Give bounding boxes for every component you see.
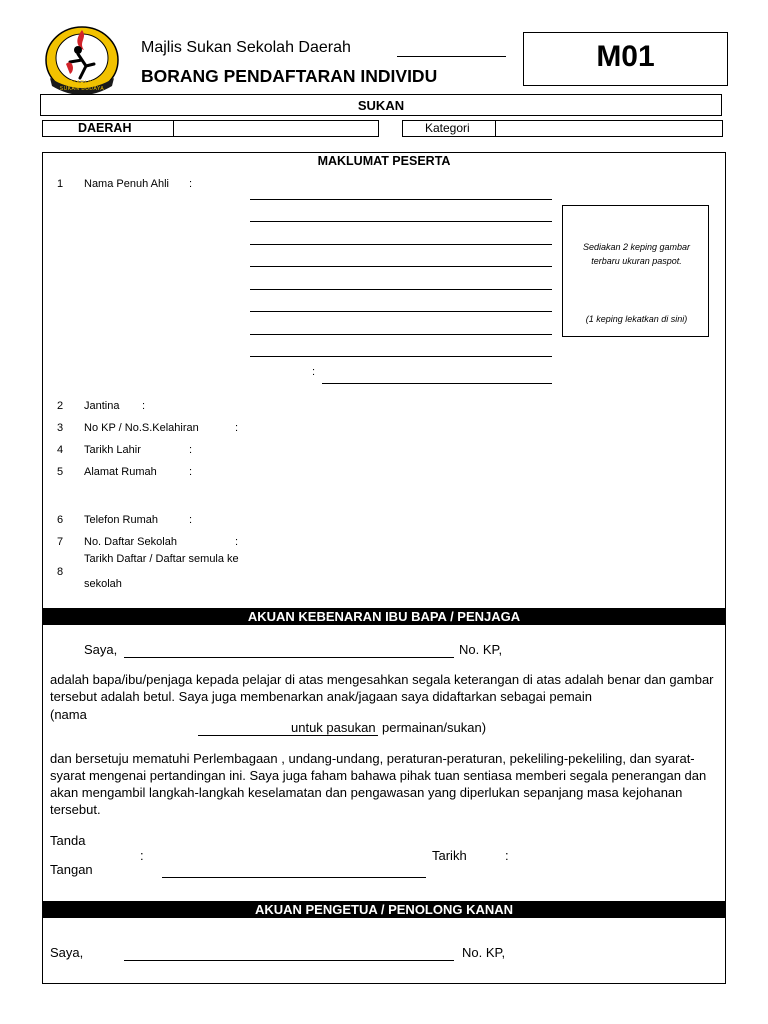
org-title: Majlis Sukan Sekolah Daerah [141,39,351,56]
sukan-row[interactable] [40,94,722,116]
field-number: 2 [57,400,64,412]
field-colon: : [142,400,146,412]
logo-motto [52,80,112,90]
tarikh-label: Tarikh [432,848,467,863]
declaration-line: syarat mengenai pertandingan ini. Saya juga faham bahawa pihak tuan sentiasa memberi segala penerangan dan [50,768,707,783]
photo-box[interactable] [562,205,709,337]
field-colon: : [189,466,193,478]
field-number: 3 [57,422,64,434]
field-number: 5 [57,466,64,478]
field-label-nokp: No KP / No.S.Kelahiran [84,422,199,434]
field-number: 4 [57,444,64,456]
daerah-label: DAERAH [78,121,132,135]
photo-instruction: Sediakan 2 keping gambar [582,242,691,252]
saya-label: Saya, [50,945,84,960]
logo-motto-word: BUDAYA [81,86,105,92]
declaration-line: (nama [50,707,87,722]
field-label-no-daftar: No. Daftar Sekolah [84,536,177,548]
photo-instruction: (1 keping lekatkan di sini) [585,314,688,324]
signature-line[interactable] [162,877,426,878]
tanda-label: Tanda [50,833,86,848]
daerah-name-line [397,56,506,57]
parent-name-line[interactable] [124,657,454,658]
declaration-line: tersebut. [50,802,101,817]
principal-name-line[interactable] [124,960,454,961]
extra-line[interactable] [322,383,552,384]
photo-instruction: terbaru ukuran paspot. [591,256,682,266]
field-label-nama: Nama Penuh Ahli [84,178,169,190]
nama-line[interactable] [250,289,552,290]
tangan-label: Tangan [50,862,93,877]
tarikh-colon: : [505,848,509,863]
kategori-label: Kategori [425,121,470,135]
declaration-line: akan mengambil langkah-langkah keselamatan dan pengawasan yang diperlukan sepanjang masa kejohanan [50,785,683,800]
signature-colon: : [140,848,144,863]
nama-line[interactable] [250,199,552,200]
form-code-box [523,32,728,86]
kategori-input[interactable] [495,120,723,137]
nama-line[interactable] [250,356,552,357]
field-colon: : [189,514,193,526]
nama-line[interactable] [250,266,552,267]
daerah-input[interactable] [173,120,379,137]
nama-line[interactable] [250,311,552,312]
nokp-label: No. KP, [462,945,506,960]
field-label-alamat: Alamat Rumah [84,466,157,478]
logo-motto-word: BESTARI [61,80,87,86]
team-name-line[interactable] [198,735,378,736]
field-number: 7 [57,536,64,548]
field-label-jantina: Jantina [84,400,120,412]
sukan-label: SUKAN [357,98,405,113]
field-number: 1 [57,178,64,190]
logo-motto-word: BUDI [88,80,103,86]
field-colon: : [235,536,239,548]
field-colon: : [189,178,193,190]
section-bar-ibubapa: AKUAN KEBENARAN IBU BAPA / PENJAGA [42,608,726,625]
field-colon: : [189,444,193,456]
permainan-label: permainan/sukan) [382,720,487,735]
declaration-line: dan bersetuju mematuhi Perlembagaan , undang-undang, peraturan-peraturan, pekeliling-pekeliling, dan syarat- [50,751,695,766]
daerah-label-cell [42,120,174,137]
peserta-section-title: MAKLUMAT PESERTA [317,154,451,168]
untuk-pasukan-label: untuk pasukan [291,720,376,735]
field-number: 6 [57,514,64,526]
declaration-line: tersebut adalah betul. Saya juga membenarkan anak/jagaan saya didaftarkan sebagai pemain [50,689,593,704]
logo-motto-word: SUKAN [59,86,80,92]
field-colon: : [235,422,239,434]
nama-line[interactable] [250,244,552,245]
field-number: 8 [57,566,64,578]
kategori-label-cell [402,120,496,137]
field-label-tarikh-lahir: Tarikh Lahir [84,444,141,456]
form-title: BORANG PENDAFTARAN INDIVIDU [141,66,438,86]
section-bar-pengetua: AKUAN PENGETUA / PENOLONG KANAN [42,901,726,918]
field-label-tarikh-daftar-cont: sekolah [84,578,122,590]
saya-label: Saya, [84,642,118,657]
field-label-telefon: Telefon Rumah [84,514,158,526]
nama-line[interactable] [250,334,552,335]
nama-line[interactable] [250,221,552,222]
extra-colon: : [312,366,316,378]
declaration-line: adalah bapa/ibu/penjaga kepada pelajar di atas mengesahkan segala keterangan di atas adalah benar dan gambar [50,672,714,687]
nokp-label: No. KP, [459,642,503,657]
form-code: M01 [596,40,655,73]
field-label-tarikh-daftar: Tarikh Daftar / Daftar semula ke [84,553,239,565]
